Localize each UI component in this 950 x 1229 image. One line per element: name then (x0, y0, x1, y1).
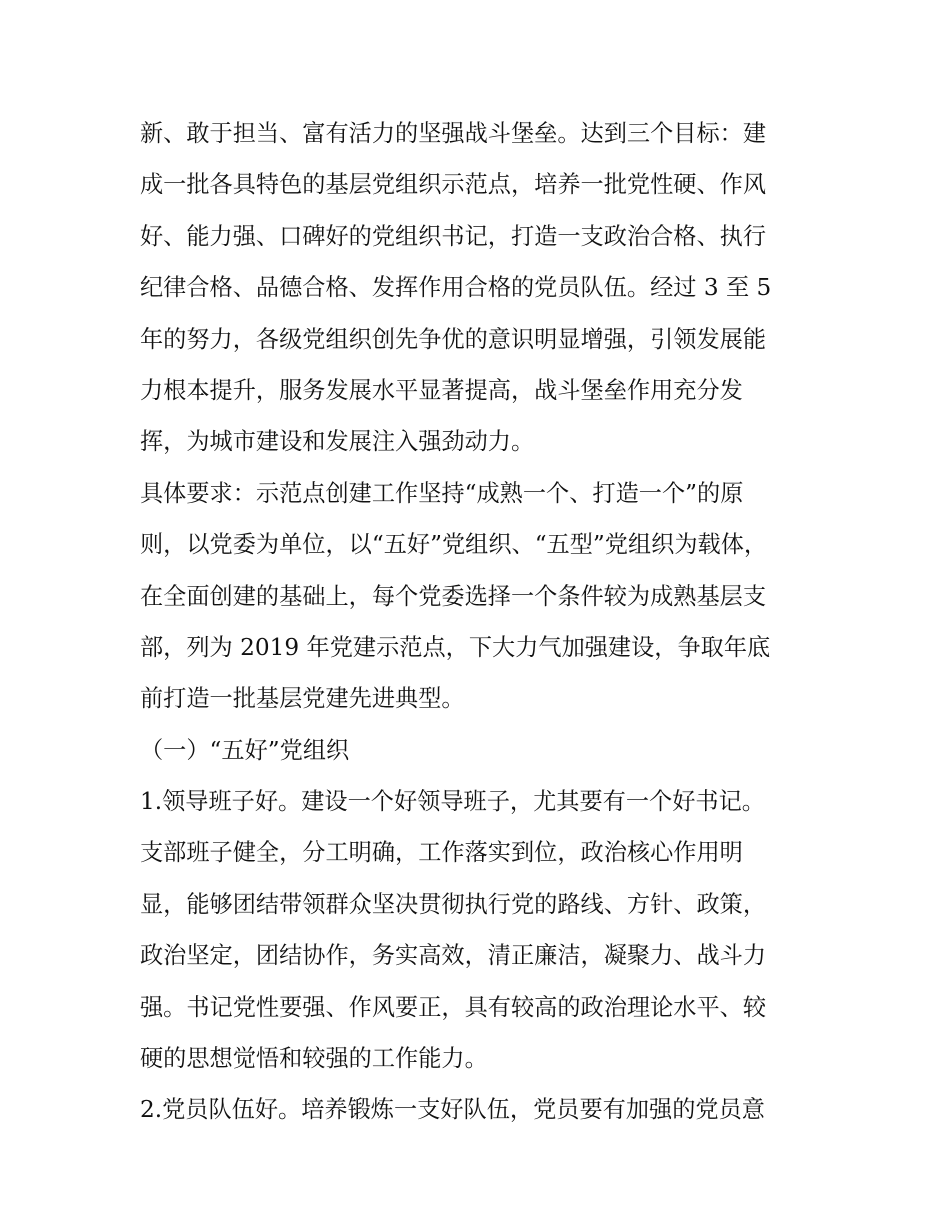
text-line: 年的努力，各级党组织创先争优的意识明显增强，引领发展能 (140, 325, 767, 353)
text-line: 显，能够团结带领群众坚决贯彻执行党的路线、方针、政策， (140, 890, 767, 918)
text-line: 具体要求：示范点创建工作坚持“成熟一个、打造一个”的原 (140, 479, 744, 507)
text-line: 新、敢于担当、富有活力的坚强战斗堡垒。达到三个目标：建 (140, 120, 767, 147)
text-line: 支部班子健全，分工明确，工作落实到位，政治核心作用明 (140, 839, 743, 867)
text-line: 成一批各具特色的基层党组织示范点，培养一批党性硬、作风 (140, 171, 767, 199)
text-line: 1.领导班子好。建设一个好领导班子，尤其要有一个好书记。 (140, 788, 765, 816)
text-line: 2.党员队伍好。培养锻炼一支好队伍，党员要有加强的党员意 (140, 1096, 765, 1124)
text-line: 强。书记党性要强、作风要正，具有较高的政治理论水平、较 (140, 993, 767, 1021)
text-line: 纪律合格、品德合格、发挥作用合格的党员队伍。经过 3 至 5 (140, 274, 772, 302)
text-line: 好、能力强、口碑好的党组织书记，打造一支政治合格、执行 (140, 222, 767, 250)
text-line: 挥，为城市建设和发展注入强劲动力。 (140, 428, 535, 456)
text-line: 则，以党委为单位，以“五好”党组织、“五型”党组织为载体， (140, 531, 768, 559)
text-line: 力根本提升，服务发展水平显著提高，战斗堡垒作用充分发 (140, 376, 743, 404)
text-line: 硬的思想觉悟和较强的工作能力。 (140, 1045, 488, 1073)
text-line: 部，列为 2019 年党建示范点，下大力气加强建设，争取年底 (140, 633, 771, 661)
text-line: 前打造一批基层党建先进典型。 (140, 685, 465, 713)
body-text (140, 108, 820, 1136)
text-line: 政治坚定，团结协作，务实高效，清正廉洁，凝聚力、战斗力 (140, 942, 767, 970)
text-line: 在全面创建的基础上，每个党委选择一个条件较为成熟基层支 (140, 582, 767, 610)
section-heading: （一）“五好”党组织 (140, 736, 350, 764)
